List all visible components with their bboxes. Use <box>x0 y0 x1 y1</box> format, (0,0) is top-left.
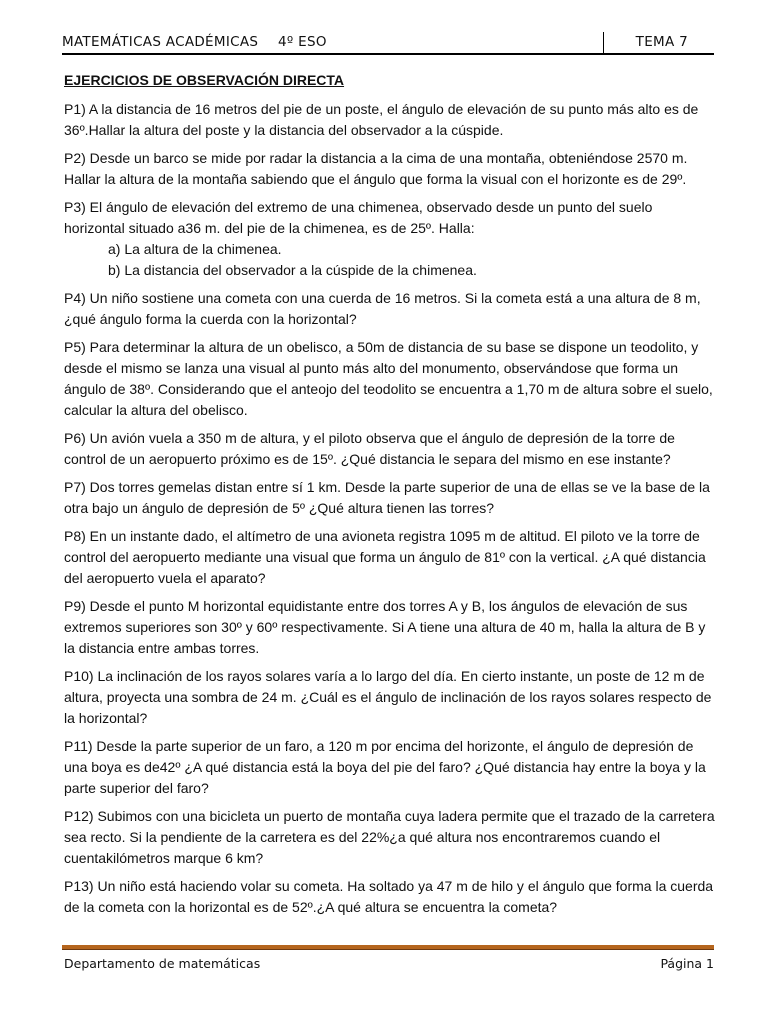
problem-4: P4) Un niño sostiene una cometa con una cuerda de 16 metros. Si la cometa está a una altura de 8 m, ¿qué ángulo forma la cuerda con la horizontal? <box>64 290 701 327</box>
problem-5: P5) Para determinar la altura de un obelisco, a 50m de distancia de su base se dispone un teodolito, y desde el mismo se lanza una visual al punto más alto del monumento, observándose que forma un ángulo de 38º. Considerando que el anteojo del teodolito se encuentra a 1,70 m de altura sobre el suelo, calcular la altura del obelisco. <box>64 339 713 418</box>
footer-page-number: Página 1 <box>660 956 714 971</box>
problem-11: P11) Desde la parte superior de un faro, a 120 m por encima del horizonte, el ángulo de depresión de una boya es de42º ¿A qué distancia está la boya del pie del faro? ¿Qué distancia hay entre la boya y la parte superior del faro? <box>64 738 706 796</box>
problem-13: P13) Un niño está haciendo volar su cometa. Ha soltado ya 47 m de hilo y el ángulo que forma la cuerda de la cometa con la horizontal es de 52º.¿A qué altura se encuentra la cometa? <box>64 878 714 915</box>
header-divider <box>603 32 604 54</box>
header-level: 4º ESO <box>278 34 327 50</box>
problem-10: P10) La inclinación de los rayos solares varía a lo largo del día. En cierto instante, un poste de 12 m de altura, proyecta una sombra de 24 m. ¿Cuál es el ángulo de inclinación de los rayos solares respecto de la horizontal? <box>64 668 712 726</box>
problem-3-text: P3) El ángulo de elevación del extremo de una chimenea, observado desde un punto del suelo horizontal situado a36 m. del pie de la chimenea, es de 25º. Halla: <box>64 199 653 236</box>
header-subject: MATEMÁTICAS ACADÉMICAS <box>62 34 259 50</box>
document-body <box>64 70 716 925</box>
problem-12: P12) Subimos con una bicicleta un puerto de montaña cuya ladera permite que el trazado de la carretera sea recto. Si la pendiente de la carretera es del 22%¿a qué altura nos encontraremos cuando el cuentakilómetros marque 6 km? <box>64 808 715 866</box>
footer-department: Departamento de matemáticas <box>64 956 261 971</box>
problem-9: P9) Desde el punto M horizontal equidistante entre dos torres A y B, los ángulos de elevación de sus extremos superiores son 30º y 60º respectivamente. Si A tiene una altura de 40 m, halla la altura de B y la distancia entre ambas torres. <box>64 598 706 656</box>
problem-2: P2) Desde un barco se mide por radar la distancia a la cima de una montaña, obteniéndose 2570 m. Hallar la altura de la montaña sabiendo que el ángulo que forma la visual con el horizonte es de 29º. <box>64 150 688 187</box>
problem-1: P1) A la distancia de 16 metros del pie de un poste, el ángulo de elevación de su punto más alto es de 36º.Hallar la altura del poste y la distancia del observador a la cúspide. <box>64 101 699 138</box>
header-topic: TEMA 7 <box>635 34 688 50</box>
problem-3-item-a: a) La altura de la chimenea. <box>108 241 282 257</box>
problem-3-item-b: b) La distancia del observador a la cúspide de la chimenea. <box>108 262 477 278</box>
problem-3 <box>64 197 716 281</box>
problem-7: P7) Dos torres gemelas distan entre sí 1 km. Desde la parte superior de una de ellas se ve la base de la otra bajo un ángulo de depresión de 5º ¿Qué altura tienen las torres? <box>64 479 710 516</box>
page-header <box>62 32 714 54</box>
problem-6: P6) Un avión vuela a 350 m de altura, y el piloto observa que el ángulo de depresión de la torre de control de un aeropuerto próximo es de 15º. ¿Qué distancia le separa del mismo en ese instante? <box>64 430 675 467</box>
section-title: EJERCICIOS DE OBSERVACIÓN DIRECTA <box>64 72 345 88</box>
problem-8: P8) En un instante dado, el altímetro de una avioneta registra 1095 m de altitud. El piloto ve la torre de control del aeropuerto mediante una visual que forma un ángulo de 81º con la vertical. ¿A qué distancia del aeropuerto vuela el aparato? <box>64 528 706 586</box>
header-rule <box>62 53 714 55</box>
footer-rule <box>62 945 714 950</box>
